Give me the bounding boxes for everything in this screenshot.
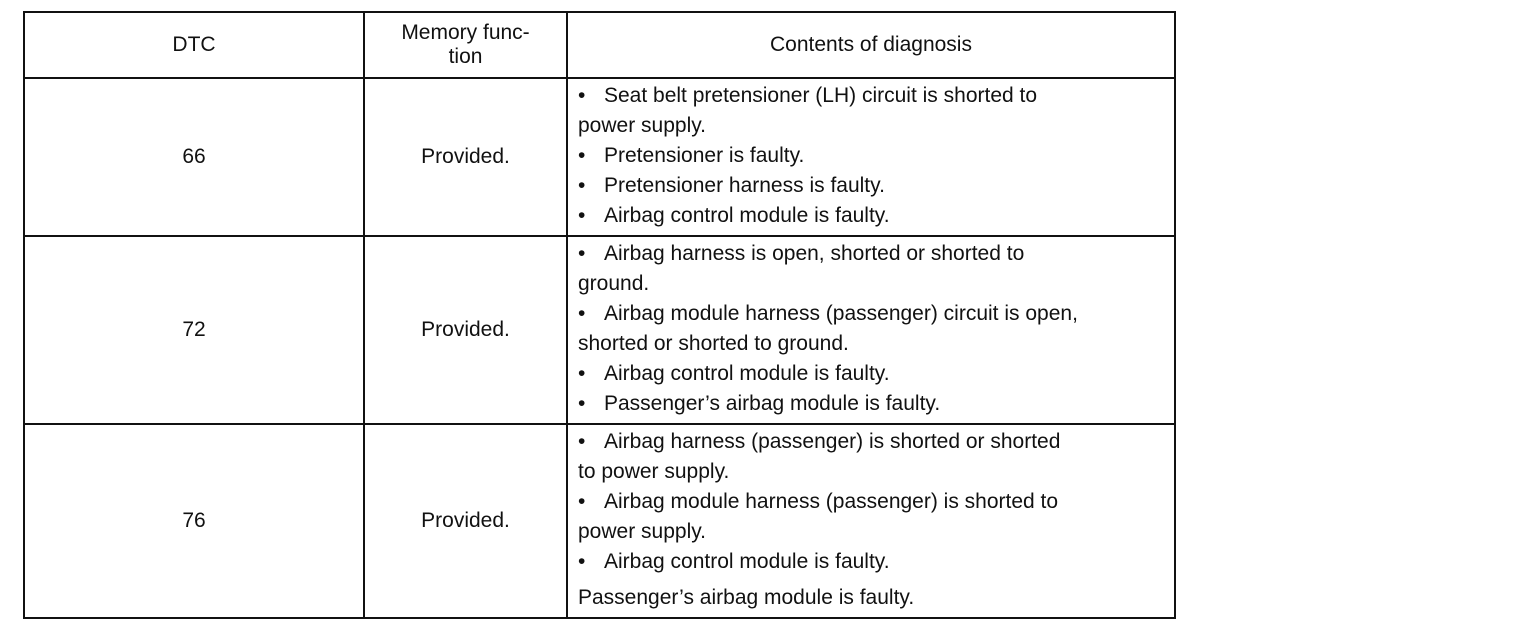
bullet-icon: • bbox=[578, 430, 586, 453]
diagnosis-line: • Pretensioner harness is faulty. bbox=[578, 171, 1168, 201]
diagnosis-line: • Passenger’s airbag module is faulty. bbox=[578, 389, 1168, 419]
memory-value: Provided. bbox=[364, 236, 567, 424]
bullet-icon: • bbox=[578, 550, 586, 573]
diagnosis-line: • Airbag control module is faulty. bbox=[578, 359, 1168, 389]
header-contents: Contents of diagnosis bbox=[567, 12, 1175, 78]
diagnosis-line: power supply. bbox=[578, 114, 707, 137]
header-memory-line-1: Memory func- bbox=[401, 21, 530, 44]
dtc-table bbox=[23, 11, 1176, 619]
bullet-icon: • bbox=[578, 362, 586, 385]
header-dtc: DTC bbox=[24, 12, 364, 78]
diagnosis-line: • Airbag control module is faulty. bbox=[578, 547, 1168, 577]
header-memory-function bbox=[364, 12, 567, 78]
diagnosis-contents bbox=[567, 236, 1175, 424]
diagnosis-contents bbox=[567, 424, 1175, 618]
diagnosis-line: • Airbag module harness (passenger) is shorted to bbox=[578, 487, 1168, 517]
dtc-code: 76 bbox=[24, 424, 364, 618]
memory-value: Provided. bbox=[364, 424, 567, 618]
diagnosis-line: • Airbag harness (passenger) is shorted or shorted bbox=[578, 427, 1168, 457]
bullet-icon: • bbox=[578, 204, 586, 227]
diagnosis-line: • Airbag control module is faulty. bbox=[578, 201, 1168, 231]
table-row bbox=[24, 236, 1175, 424]
diagnosis-line: shorted or shorted to ground. bbox=[578, 332, 849, 355]
diagnosis-line: • Airbag module harness (passenger) circuit is open, bbox=[578, 299, 1168, 329]
table-row bbox=[24, 424, 1175, 618]
diagnosis-line: ground. bbox=[578, 272, 650, 295]
bullet-icon: • bbox=[578, 174, 586, 197]
memory-value: Provided. bbox=[364, 78, 567, 236]
bullet-icon: • bbox=[578, 84, 586, 107]
bullet-icon: • bbox=[578, 242, 586, 265]
table-header-row bbox=[24, 12, 1175, 78]
bullet-icon: • bbox=[578, 392, 586, 415]
table-row bbox=[24, 78, 1175, 236]
bullet-icon: • bbox=[578, 490, 586, 513]
dtc-code: 72 bbox=[24, 236, 364, 424]
diagnosis-line: • Pretensioner is faulty. bbox=[578, 141, 1168, 171]
diagnosis-contents bbox=[567, 78, 1175, 236]
bullet-icon: • bbox=[578, 302, 586, 325]
diagnosis-line: • Airbag harness is open, shorted or shorted to bbox=[578, 239, 1168, 269]
diagnosis-line: to power supply. bbox=[578, 460, 730, 483]
diagnosis-line: Passenger’s airbag module is faulty. bbox=[578, 586, 915, 609]
dtc-code: 66 bbox=[24, 78, 364, 236]
bullet-icon: • bbox=[578, 144, 586, 167]
header-memory-line-2: tion bbox=[448, 45, 483, 68]
diagnosis-line: • Seat belt pretensioner (LH) circuit is shorted to bbox=[578, 81, 1168, 111]
diagnosis-line: power supply. bbox=[578, 520, 707, 543]
